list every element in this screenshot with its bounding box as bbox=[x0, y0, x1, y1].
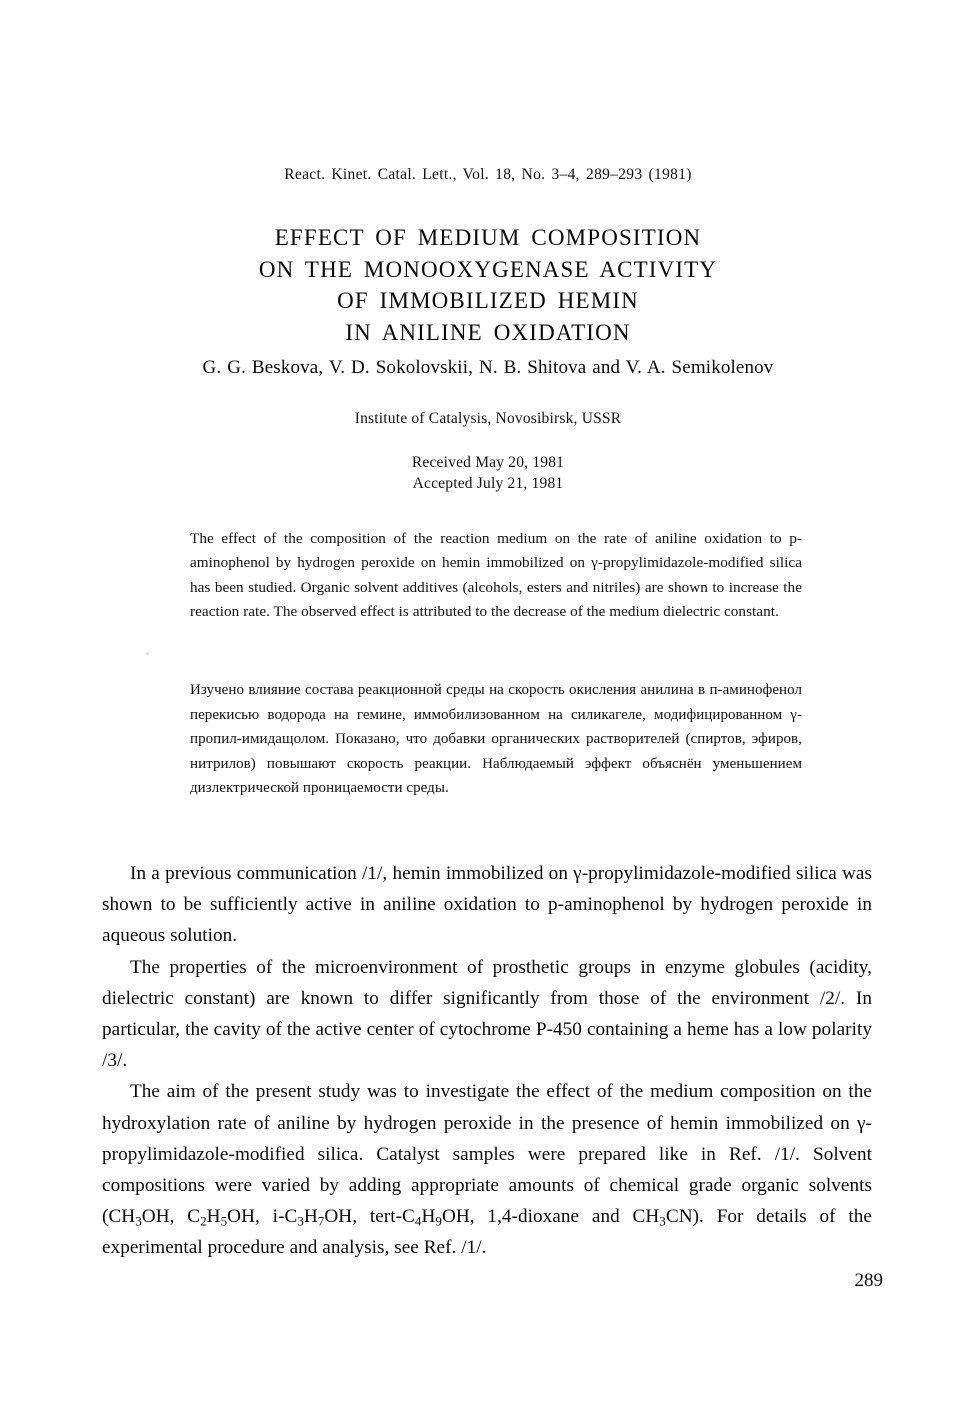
body-paragraph-2: The properties of the microenvironment of prosthetic groups in enzyme globules (acidity, dielectric constant) are known to differ significantly from those of the environment /2/. In particular, the cavity of the active center of cytochrome P-450 containing a heme has a low polarity /3/. bbox=[102, 956, 872, 1072]
journal-reference: React. Kinet. Catal. Lett., Vol. 18, No. 3–4, 289–293 (1981) bbox=[284, 166, 692, 183]
body-paragraph-3-segment: H bbox=[421, 1206, 436, 1228]
subscript-2: 2 bbox=[200, 1213, 207, 1229]
abstract-english bbox=[190, 527, 802, 625]
subscript-5: 5 bbox=[220, 1213, 228, 1229]
page-title bbox=[0, 222, 976, 348]
body-paragraph-3-segment: The aim of the present study was to investigate the effect of the medium composition on the hydroxylation rate of aniline by hydrogen peroxide in the presence of hemin immobilized on γ-propylimidazole-modified silica. Catalyst samples were prepared like in Ref. /1/. Solvent compositions were varied by adding appropriate amounts of chemical grade organic solvents (CH bbox=[102, 1081, 872, 1228]
subscript-3c: 3 bbox=[659, 1213, 666, 1229]
subscript-9: 9 bbox=[435, 1213, 442, 1229]
scan-artifact bbox=[146, 652, 149, 655]
body-content bbox=[102, 858, 872, 1264]
body-paragraph-3-segment: OH, C bbox=[141, 1206, 201, 1228]
submission-dates bbox=[0, 452, 976, 494]
body-paragraph-1: In a previous communication /1/, hemin immobilized on γ-propylimidazole-modified silica was shown to be sufficiently active in aniline oxidation to p-aminophenol by hydrogen peroxide in aqueous solution. bbox=[102, 863, 872, 947]
subscript-3a: 3 bbox=[135, 1213, 142, 1229]
abstract-russian-text: Изучено влияние состава реакционной среды на скорость окисления анилина в п-аминофенол перекисью водорода на гемине, иммобилизованном на силикагеле, модифицированном γ-пропил-имидащолом. Показано, что добавки органических растворителей (спиртов, эфиров, нитрилов) повышают скорость реакции. Наблюдаемый эффект объяснён уменьшением дизлектрической проницаемости среды. bbox=[190, 682, 802, 797]
title-line-4: IN ANILINE OXIDATION bbox=[345, 319, 631, 345]
affiliation: Institute of Catalysis, Novosibirsk, USSR bbox=[354, 410, 622, 427]
accepted-date: Accepted July 21, 1981 bbox=[412, 475, 564, 492]
abstract-english-text: The effect of the composition of the reaction medium on the rate of aniline oxidation to p-aminophenol by hydrogen peroxide on hemin immobilized on γ-propylimidazole-modified silica has been studied. Organic solvent additives (alcohols, esters and nitriles) are shown to increase the reaction rate. The observed effect is attributed to the decrease of the medium dielectric constant. bbox=[190, 530, 802, 621]
subscript-4: 4 bbox=[414, 1213, 422, 1229]
title-line-3: OF IMMOBILIZED HEMIN bbox=[337, 288, 639, 313]
abstract-russian bbox=[190, 678, 802, 801]
body-paragraph-3 bbox=[102, 1076, 872, 1263]
subscript-3b: 3 bbox=[297, 1213, 304, 1229]
title-line-2: ON THE MONOOXYGENASE ACTIVITY bbox=[258, 256, 718, 282]
received-date: Received May 20, 1981 bbox=[411, 454, 565, 471]
body-paragraph-3-segment: CN). For details of the experimental procedure and analysis, see Ref. /1/. bbox=[102, 1206, 872, 1259]
body-paragraph-3-segment: OH, 1,4-dioxane and CH bbox=[441, 1206, 660, 1228]
body-paragraph-3-segment: OH, i-C bbox=[227, 1206, 298, 1228]
body-paragraph-3-segment: H bbox=[206, 1206, 221, 1228]
title-line-1: EFFECT OF MEDIUM COMPOSITION bbox=[274, 225, 702, 250]
page-number: 289 bbox=[854, 1270, 883, 1291]
author-list: G. G. Beskova, V. D. Sokolovskii, N. B. Shitova and V. A. Semikolenov bbox=[202, 357, 774, 378]
body-paragraph-3-segment: OH, tert-C bbox=[324, 1206, 415, 1228]
subscript-7: 7 bbox=[317, 1213, 325, 1229]
body-paragraph-3-segment: H bbox=[303, 1206, 318, 1228]
